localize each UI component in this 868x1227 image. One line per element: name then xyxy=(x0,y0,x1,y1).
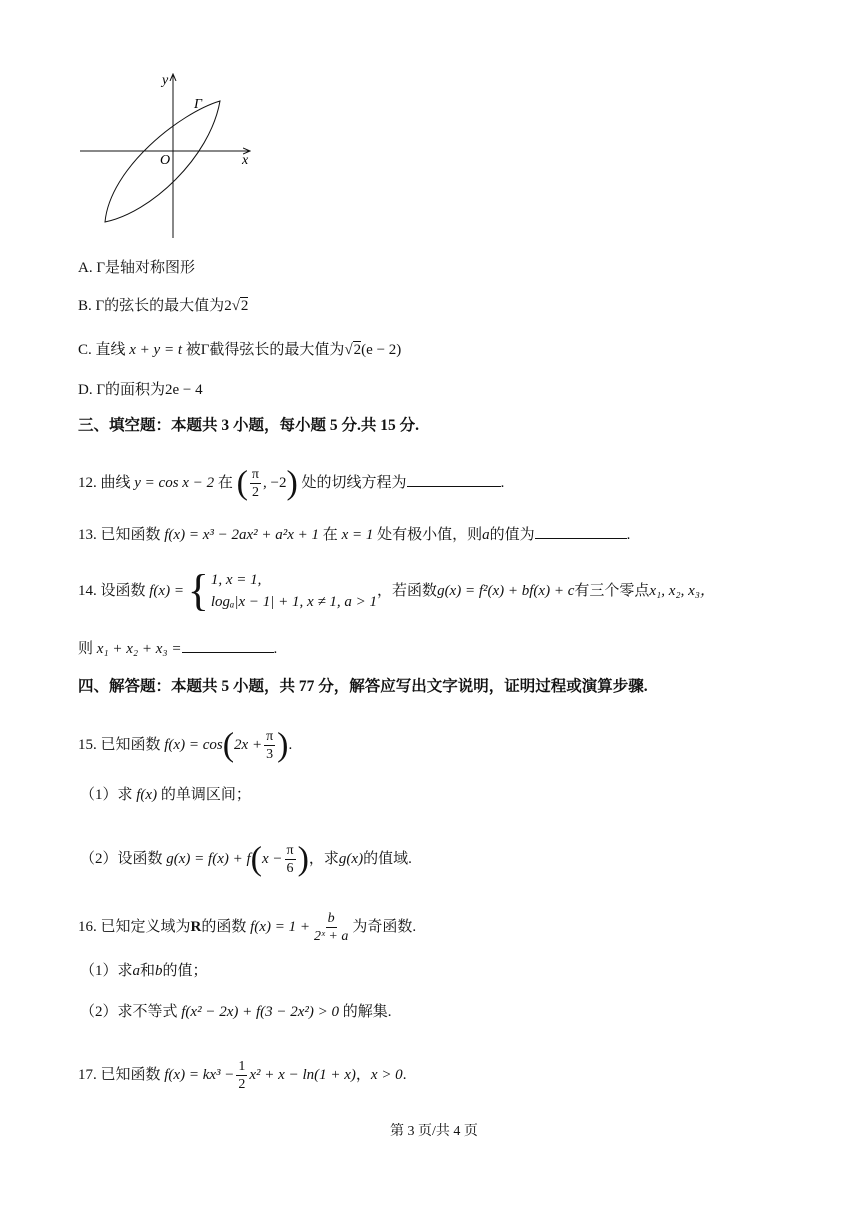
option-b-coef: 2 xyxy=(224,298,232,314)
q15-p2-expr: g(x) = f(x) + f xyxy=(166,850,251,867)
option-c-radicand: 2 xyxy=(353,342,362,358)
q15-p2-frac-den: 6 xyxy=(286,861,294,876)
q16-p1-tail: 的值； xyxy=(162,963,208,979)
option-d-text: D. Γ的面积为2e − 4 xyxy=(78,382,203,398)
q17-fraction xyxy=(236,1058,247,1093)
left-brace: { xyxy=(187,566,209,615)
option-c-tail: (e − 2) xyxy=(361,342,402,358)
question-12 xyxy=(78,466,504,501)
option-a xyxy=(78,258,195,278)
q14-end: . xyxy=(273,641,278,657)
q12-end: . xyxy=(500,474,505,491)
option-c xyxy=(78,340,401,360)
q13-var: a xyxy=(482,527,490,543)
question-17 xyxy=(78,1058,406,1093)
gamma-figure xyxy=(70,68,270,243)
q15-fraction xyxy=(264,728,275,763)
open-paren: ( xyxy=(222,726,235,764)
close-paren: ) xyxy=(286,464,298,502)
q16-frac-den: 2ˣ + a xyxy=(313,929,349,944)
q15-p1-expr: f(x) xyxy=(136,787,158,803)
section-3-title-text: 三、填空题：本题共 3 小题，每小题 5 分.共 15 分. xyxy=(78,417,420,434)
q13-end: . xyxy=(626,527,631,543)
question-13 xyxy=(78,524,630,545)
q15-p2-mid: ，求 xyxy=(308,850,339,867)
q12-answer-blank[interactable] xyxy=(407,472,501,487)
option-b xyxy=(78,296,248,316)
q15-end: . xyxy=(288,736,293,753)
q13-cond: x = 1 xyxy=(341,527,374,543)
q12-num: 12. 曲线 xyxy=(78,474,131,491)
section-3-title xyxy=(78,416,419,436)
option-c-prefix: C. 直线 xyxy=(78,342,126,358)
page-footer xyxy=(0,1120,868,1140)
sqrt-sign: √ xyxy=(344,342,353,358)
q12-frac-num: π xyxy=(251,467,259,482)
question-15-part-1 xyxy=(80,785,251,805)
q14-gx: g(x) = f²(x) + bf(x) + c xyxy=(437,583,575,599)
q14-num: 14. 设函数 xyxy=(78,583,146,599)
q17-cond: x > 0 xyxy=(370,1066,403,1083)
q15-p1-tail: 的单调区间； xyxy=(160,787,251,803)
q17-sep: ， xyxy=(355,1066,371,1083)
q17-frac-num: 1 xyxy=(238,1059,246,1074)
q14-zeros: x₁, x₂, x₃， xyxy=(649,583,716,599)
sqrt-sign: √ xyxy=(231,298,240,314)
q13-answer-blank[interactable] xyxy=(535,524,627,539)
q16-p1-prefix: （1）求 xyxy=(80,963,133,979)
q14-mid: ，若函数 xyxy=(377,583,438,599)
origin-label: O xyxy=(160,153,171,168)
close-paren: ) xyxy=(297,840,309,878)
q16-p1-a: a xyxy=(132,963,141,979)
option-c-mid: 被Γ截得弦长的最大值为 xyxy=(185,342,345,358)
option-d xyxy=(78,380,203,400)
q17-num: 17. 已知函数 xyxy=(78,1066,161,1083)
q12-point-tail: , −2 xyxy=(263,474,287,491)
q14-case-2: logₐ|x − 1| + 1, x ≠ 1, a > 1 xyxy=(210,594,378,610)
q12-mid: 在 xyxy=(217,474,233,491)
q13-mid: 在 xyxy=(322,527,338,543)
question-15-part-2 xyxy=(80,842,412,877)
x-label: x xyxy=(242,153,249,168)
q12-expr: y = cos x − 2 xyxy=(134,474,215,491)
q15-p2-prefix: （2）设函数 xyxy=(80,850,163,867)
q16-p1-b: b xyxy=(155,963,163,979)
question-14 xyxy=(78,568,715,614)
question-14-line-2 xyxy=(78,638,277,659)
q16-p2-expr: f(x² − 2x) + f(3 − 2x²) > 0 xyxy=(181,1004,340,1020)
q14-line2-prefix: 则 xyxy=(78,641,94,657)
page-number: 第 3 页/共 4 页 xyxy=(390,1124,478,1139)
question-16-part-2 xyxy=(80,1002,392,1022)
q15-expr: f(x) = cos xyxy=(164,736,223,753)
section-4-title xyxy=(78,677,648,697)
q12-tail: 处的切线方程为 xyxy=(301,474,407,491)
q16-tail: 为奇函数. xyxy=(352,918,417,935)
q17-end: . xyxy=(402,1066,407,1083)
q17-frac-den: 2 xyxy=(238,1077,246,1092)
q16-frac-num: b xyxy=(327,911,335,926)
q15-num: 15. 已知函数 xyxy=(78,736,161,753)
q14-fx: f(x) = xyxy=(149,583,184,599)
option-a-text: A. Γ是轴对称图形 xyxy=(78,260,196,276)
open-paren: ( xyxy=(236,464,248,502)
open-paren: ( xyxy=(250,840,262,878)
q16-mid: 的函数 xyxy=(201,918,247,935)
q15-frac-den: 3 xyxy=(266,747,274,762)
q14-cases xyxy=(211,569,377,613)
q16-expr: f(x) = 1 + xyxy=(250,918,310,935)
q14-line2-expr: x₁ + x₂ + x₃ = xyxy=(96,641,182,657)
q12-frac-den: 2 xyxy=(251,485,259,500)
q13-tail2: 的值为 xyxy=(489,527,535,543)
option-b-radicand: 2 xyxy=(240,298,249,314)
q15-frac-num: π xyxy=(266,729,274,744)
q15-p2-inner: x − xyxy=(261,850,283,867)
q15-p2-fraction xyxy=(285,842,296,877)
y-label: y xyxy=(162,73,169,88)
q15-p2-tail: 的值域. xyxy=(363,850,412,867)
q15-p1-prefix: （1）求 xyxy=(80,787,133,803)
q16-p1-and: 和 xyxy=(140,963,156,979)
question-16 xyxy=(78,910,416,945)
q15-p2-frac-num: π xyxy=(286,843,294,858)
q12-fraction xyxy=(250,466,261,501)
q17-expr: f(x) = kx³ − xyxy=(164,1066,235,1083)
q15-p2-gx: g(x) xyxy=(338,850,364,867)
question-15 xyxy=(78,728,292,763)
q14-piecewise xyxy=(187,566,378,615)
q13-expr: f(x) = x³ − 2ax² + a²x + 1 xyxy=(164,527,320,543)
q15-inner: 2x + xyxy=(234,736,263,753)
close-paren: ) xyxy=(277,726,289,764)
q16-p2-tail: 的解集. xyxy=(342,1004,392,1020)
q13-tail: 处有极小值，则 xyxy=(377,527,483,543)
q14-case-1: 1, x = 1, xyxy=(210,572,262,588)
q16-p2-prefix: （2）求不等式 xyxy=(80,1004,178,1020)
question-16-part-1 xyxy=(80,961,208,981)
q16-fraction xyxy=(312,910,350,945)
q13-num: 13. 已知函数 xyxy=(78,527,161,543)
q16-set: R xyxy=(190,918,202,935)
section-4-title-text: 四、解答题：本题共 5 小题，共 77 分，解答应写出文字说明，证明过程或演算步骤. xyxy=(78,678,648,695)
q17-tail-expr: x² + x − ln(1 + x) xyxy=(249,1066,356,1083)
q16-num: 16. 已知定义域为 xyxy=(78,918,191,935)
q14-tail: 有三个零点 xyxy=(574,583,650,599)
option-c-expr: x + y = t xyxy=(129,342,182,358)
option-b-text: B. Γ的弦长的最大值为 xyxy=(78,298,225,314)
q14-answer-blank[interactable] xyxy=(182,638,274,653)
curve-label: Γ xyxy=(194,97,202,112)
